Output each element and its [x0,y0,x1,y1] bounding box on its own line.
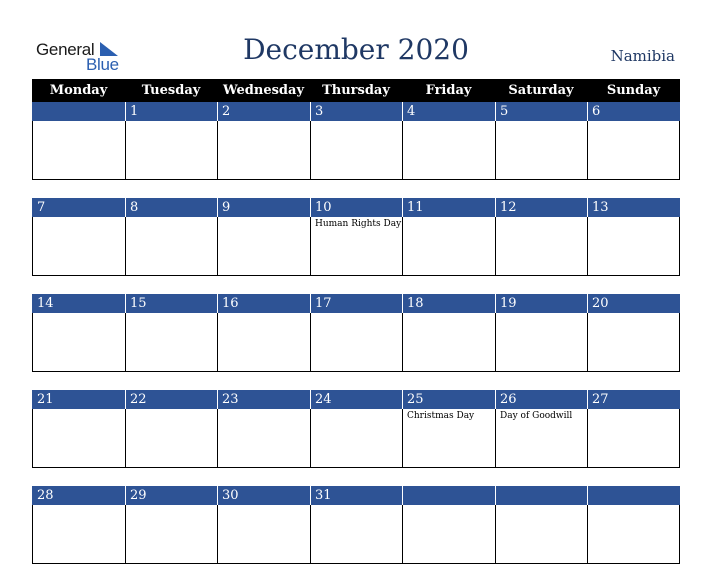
day-number: 4 [402,102,495,121]
day-cell-event [495,217,587,275]
day-number [402,486,495,505]
day-number: 17 [310,294,402,313]
day-number: 22 [125,390,217,409]
day-number: 23 [217,390,310,409]
day-cell-event [125,313,217,371]
day-number [495,486,587,505]
week-cells [32,409,680,467]
week-row [32,486,680,564]
day-cell-event [587,505,680,563]
weekday-header: Tuesday [141,83,201,98]
day-number: 13 [587,198,680,217]
day-cell-event [217,505,310,563]
day-cell-event: Human Rights Day [310,217,402,275]
day-number [32,102,125,121]
day-number: 25 [402,390,495,409]
day-cell-event [402,217,495,275]
day-number [587,486,680,505]
day-cell-event [125,409,217,467]
day-number: 10 [310,198,402,217]
day-cell-event [32,121,125,179]
week-cells [32,217,680,275]
day-number: 12 [495,198,587,217]
day-cell-event [495,505,587,563]
week-date-band [32,486,680,505]
day-cell-event: Christmas Day [402,409,495,467]
week-cells [32,505,680,563]
weekday-header: Wednesday [222,83,304,98]
day-cell-event [402,121,495,179]
day-number: 5 [495,102,587,121]
week-cells [32,313,680,371]
day-number: 31 [310,486,402,505]
logo-text-general: General [36,40,95,59]
day-cell-event [495,121,587,179]
day-cell-event [217,409,310,467]
day-number: 11 [402,198,495,217]
day-number: 8 [125,198,217,217]
week-date-band [32,294,680,313]
day-cell-event [32,409,125,467]
day-cell-event: Day of Goodwill [495,409,587,467]
week-date-band [32,390,680,409]
weekday-header: Thursday [322,83,390,98]
day-cell-event [310,409,402,467]
day-cell-event [32,313,125,371]
weekday-header: Friday [425,83,472,98]
day-cell-event [32,505,125,563]
day-number: 20 [587,294,680,313]
day-cell-event [217,217,310,275]
day-number: 15 [125,294,217,313]
week-row [32,294,680,372]
day-number: 26 [495,390,587,409]
day-cell-event [587,313,680,371]
week-row [32,102,680,180]
day-number: 29 [125,486,217,505]
calendar-title: December 2020 [243,33,469,66]
day-number: 6 [587,102,680,121]
day-number: 3 [310,102,402,121]
day-cell-event [125,121,217,179]
day-cell-event [310,505,402,563]
day-number: 19 [495,294,587,313]
day-number: 30 [217,486,310,505]
weekday-header: Saturday [508,83,574,98]
week-row [32,198,680,276]
day-cell-event [32,217,125,275]
day-cell-event [402,505,495,563]
week-date-band [32,198,680,217]
day-number: 28 [32,486,125,505]
weekday-header: Monday [49,83,108,98]
day-number: 1 [125,102,217,121]
weekday-header-row [32,79,680,102]
day-cell-event [217,121,310,179]
country-label: Namibia [610,47,675,65]
day-number: 16 [217,294,310,313]
day-cell-event [310,121,402,179]
day-cell-event [310,313,402,371]
day-number: 14 [32,294,125,313]
weekday-header: Sunday [606,83,661,98]
week-row [32,390,680,468]
day-cell-event [125,505,217,563]
week-cells [32,121,680,179]
day-cell-event [125,217,217,275]
day-number: 27 [587,390,680,409]
day-number: 24 [310,390,402,409]
day-cell-event [587,409,680,467]
day-number: 9 [217,198,310,217]
day-cell-event [217,313,310,371]
day-cell-event [495,313,587,371]
day-number: 21 [32,390,125,409]
week-date-band [32,102,680,121]
day-cell-event [587,121,680,179]
day-number: 2 [217,102,310,121]
day-cell-event [587,217,680,275]
day-number: 18 [402,294,495,313]
day-number: 7 [32,198,125,217]
day-cell-event [402,313,495,371]
calendar-grid [32,79,680,564]
logo-text-blue: Blue [86,55,119,74]
